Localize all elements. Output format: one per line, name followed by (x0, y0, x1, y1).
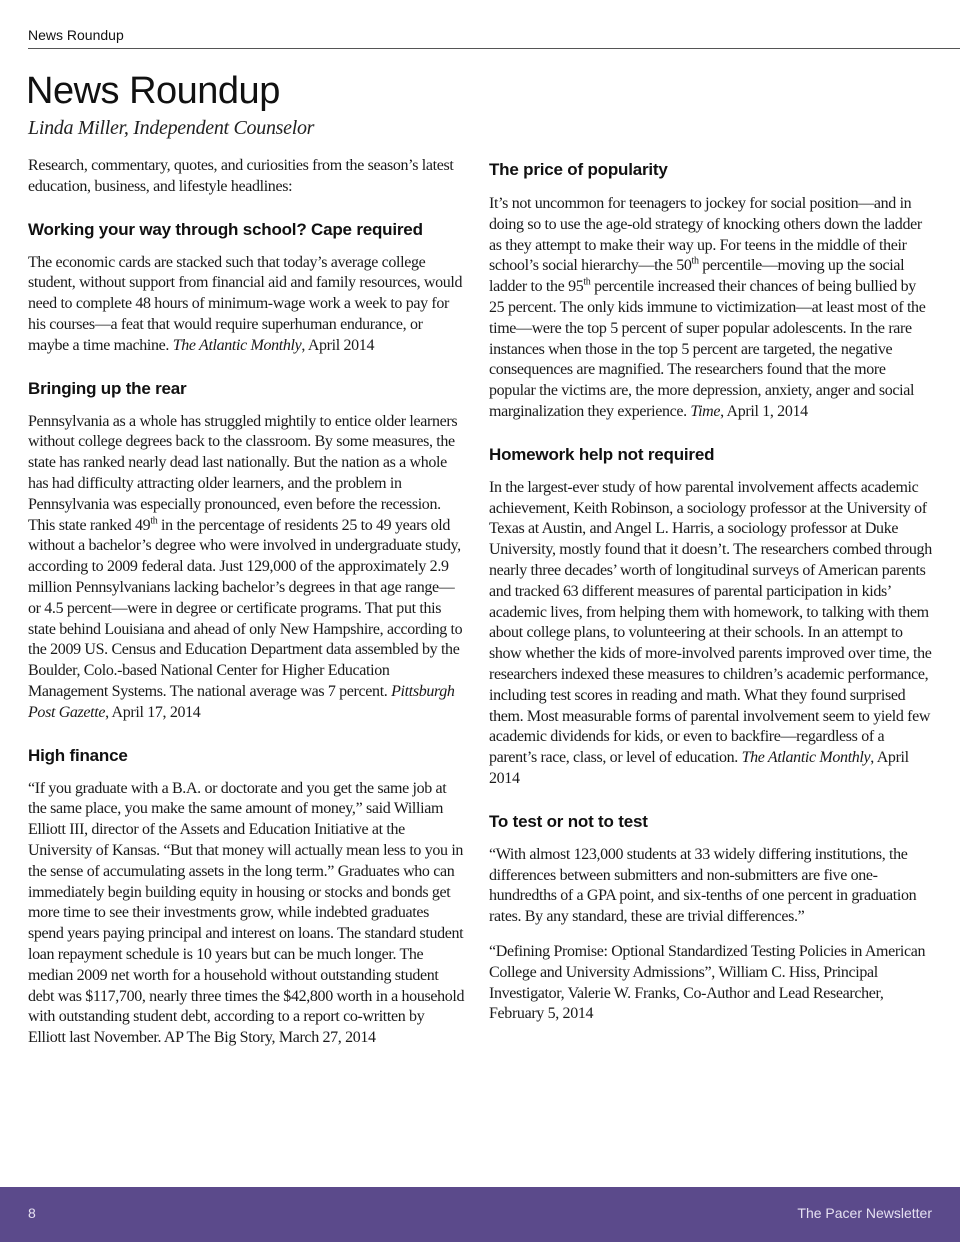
running-header-title: News Roundup (28, 27, 124, 43)
working-body-text: The economic cards are stacked such that today’s average college student, without support from financial aid and family resources, would need to complete 48 hours of minimum-wage work a week to pay for his courses—a feat that would require superhuman endurance, or maybe a time machine. (28, 253, 463, 354)
section-body-homework (489, 478, 934, 790)
section-heading-testing: To test or not to test (489, 811, 648, 831)
intro-paragraph: Research, commentary, quotes, and curiosities from the season’s latest education, business, and lifestyle headlines: (28, 157, 454, 195)
rear-source: Pittsburgh Post Gazette (28, 682, 455, 721)
left-column (28, 156, 465, 1063)
footer-band (0, 1187, 960, 1242)
working-date: , April 2014 (301, 336, 375, 354)
header-rule (28, 48, 960, 49)
right-column (489, 156, 934, 1039)
section-heading-homework: Homework help not required (489, 444, 715, 464)
homework-source: The Atlantic Monthly (741, 749, 871, 767)
popularity-superscript-a: th (691, 256, 699, 268)
page-title: News Roundup (26, 70, 280, 112)
popularity-body-text-b: percentile—moving up the social ladder to the 95 (489, 257, 905, 296)
rear-superscript: th (150, 515, 158, 527)
homework-body-text: In the largest-ever study of how parental involvement affects academic achievement, Keith Robinson, a sociology professor at the University of Texas at Austin, and Angel L. Harris, a sociology professor at Duke University, mostly found that it doesn’t. The researchers combed through nearly three decades’ worth of longitudinal surveys of American parents and tracked 63 different measures of parental participation in kids’ academic lives, from helping them with homework, to talking with them about college plans, to volunteering at their schools. In an attempt to show whether the kids of more-involved parents improved over time, the researchers indexed these measures to children’s academic performance, including test scores in reading and math. What they found surprised them. Most measurable forms of parental involvement seem to yield few academic dividends for kids, or even to backfire—regardless of a parent’s race, class, or level of education. (489, 478, 932, 767)
popularity-body-text-c: percentile increased their chances of being bullied by 25 percent. The only kids immune to victimization—at least most of the time—were the top 5 percent of super popular adolescents. In the rare instances when those in the top 5 percent are targeted, the negative consequences are magnified. The researchers found that the more popular the victims are, the more depression, anxiety, anger and social marginalization they experience. (489, 278, 926, 420)
popularity-source: Time (690, 402, 721, 420)
popularity-date: , April 1, 2014 (720, 402, 808, 420)
popularity-body-text-a: It’s not uncommon for teenagers to jockey for social position—and in doing so to use the age-old strategy of knocking others down the ladder as they attempt to make their way up. For teens in the middle of their school’s social hierarchy—the 50 (489, 195, 922, 275)
testing-quote: “With almost 123,000 students at 33 widely differing institutions, the differences between submitters and non-submitters are five one-hundredths of a GPA point, and six-tenths of one percent in graduation rates. By any standard, these are trivial differences.” (489, 845, 917, 926)
section-heading-rear: Bringing up the rear (28, 378, 187, 398)
section-body-finance: “If you graduate with a B.A. or doctorate and you get the same job at the same place, you make the same amount of money,” said William Elliott III, director of the Assets and Education Initiative at the University of Kansas. “But that money will actually mean less to you in the sense of accumulating assets in the long term.” Graduates who can immediately begin building equity in housing or stocks and bonds get more time to see their investments grow, while indebted graduates spend years paying principal and interest on loans. The standard student loan repayment schedule is 10 years but can be much longer. The median 2009 net worth for a household without outstanding student debt was $117,700, nearly three times the $42,800 worth in a household with outstanding student debt, according to a report co-written by Elliott last November. AP The Big Story, March 27, 2014 (28, 779, 465, 1047)
homework-date: , April 2014 (489, 749, 909, 787)
section-body-popularity (489, 194, 934, 423)
newsletter-name: The Pacer Newsletter (797, 1205, 932, 1221)
rear-body-text-a: Pennsylvania as a whole has struggled mightily to entice older learners without college degrees back to the classroom. By some measures, the state has ranked nearly dead last nationally. But the nation as a whole has had difficulty attracting older learners, and the problem in Pennsylvania was especially pronounced, even before the recession. This state ranked 49 (28, 412, 458, 534)
testing-citation: “Defining Promise: Optional Standardized Testing Policies in American College and University Admissions”, William C. Hiss, Principal Investigator, Valerie W. Franks, Co-Author and Lead Researcher, February 5, 2014 (489, 942, 926, 1023)
rear-date: , April 17, 2014 (105, 703, 201, 721)
section-heading-popularity: The price of popularity (489, 160, 668, 179)
section-body-rear (28, 412, 465, 724)
popularity-superscript-b: th (583, 276, 591, 288)
page-number: 8 (28, 1205, 36, 1221)
rear-body-text-b: in the percentage of residents 25 to 49 years old without a bachelor’s degree who were involved in undergraduate study, according to 2009 federal data. Just 129,000 of the approximately 2.9 million Pennsylvanians lacking bachelor’s degrees in that age range—or 4.5 percent—were in degree or certificate programs. That put this state behind Louisiana and ahead of only New Hampshire, according to the 2009 US. Census and Education Department data assembled by the Boulder, Colo.-based National Center for Higher Education Management Systems. The national average was 7 percent. (28, 516, 463, 700)
author-byline: Linda Miller, Independent Counselor (28, 117, 315, 139)
section-heading-finance: High finance (28, 745, 128, 765)
section-body-working (28, 253, 465, 357)
section-heading-working: Working your way through school? Cape required (28, 219, 423, 239)
working-source: The Atlantic Monthly (172, 336, 302, 354)
